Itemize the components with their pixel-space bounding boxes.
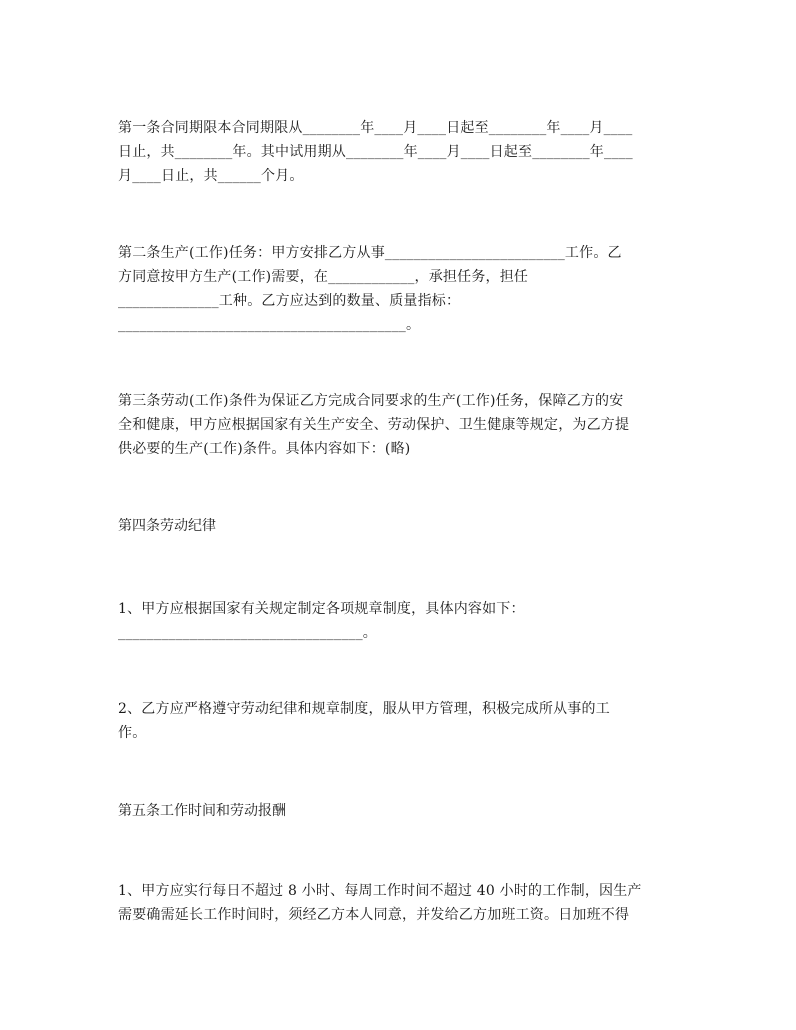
text-line: 第三条劳动(工作)条件为保证乙方完成合同要求的生产(工作)任务，保障乙方的安 (118, 393, 624, 409)
text-line: ________________________________________。 (118, 317, 421, 333)
article-4-item-1 (118, 597, 688, 645)
text-line: 全和健康，甲方应根据国家有关生产安全、劳动保护、卫生健康等规定，为乙方提 (118, 417, 630, 433)
text-line: 2、乙方应严格遵守劳动纪律和规章制度，服从甲方管理，积极完成所从事的工 (118, 701, 610, 717)
text-line: 月____日止，共______个月。 (118, 168, 304, 184)
text-line: 第一条合同期限本合同期限从________年____月____日起至________年____月____ (118, 120, 633, 136)
text-line: 1、甲方应根据国家有关规定制定各项规章制度，具体内容如下： (118, 601, 525, 617)
text-line: ______________工种。乙方应达到的数量、质量指标： (118, 293, 461, 309)
text-line: 第二条生产(工作)任务：甲方安排乙方从事_________________________工作。乙 (118, 245, 622, 261)
text-line: 1、甲方应实行每日不超过 8 小时、每周工作时间不超过 40 小时的工作制，因生产 (118, 883, 642, 899)
article-2-task (118, 241, 688, 337)
text-line: 方同意按甲方生产(工作)需要，在____________，承担任务，担任 (118, 269, 529, 285)
article-1-term (118, 116, 688, 188)
article-4-heading: 第四条劳动纪律 (118, 518, 216, 534)
text-line: 需要确需延长工作时间时，须经乙方本人同意，并发给乙方加班工资。日加班不得 (118, 907, 630, 923)
text-line: 供必要的生产(工作)条件。具体内容如下：(略) (118, 441, 411, 457)
text-line: __________________________________。 (118, 625, 377, 641)
text-line: 日止，共________年。其中试用期从________年____月____日起至________年____ (118, 144, 633, 160)
article-5-item-1 (118, 879, 688, 927)
article-4-item-2 (118, 697, 688, 745)
article-3-conditions (118, 389, 688, 461)
article-5-heading: 第五条工作时间和劳动报酬 (118, 803, 286, 819)
text-line: 作。 (118, 725, 147, 741)
